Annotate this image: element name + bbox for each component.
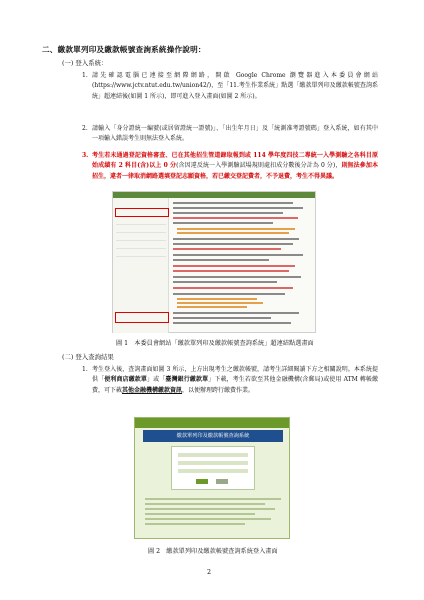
warning-text: 考生若未通過登記資格審查、已在其他招生管道錄取報到或 114 學年度四技二專統一入學測驗之各科目原始成績有 2 科目(含)以上 0 分: [92, 152, 378, 170]
login-top-bar: [135, 418, 289, 428]
sidebar-item: [116, 242, 166, 249]
convenience-store-slip: 便利商店繳款單: [104, 376, 148, 384]
sidebar-item: [116, 250, 166, 257]
section-heading: 二、繳款單列印及繳款帳號查詢系統操作說明：: [42, 45, 206, 54]
bank-of-taiwan-slip: 臺灣銀行繳款單: [165, 376, 209, 384]
list-item-1: [82, 71, 378, 102]
item-text: 考生登入後，查詢畫面如圖 3 所示，上方出現考生之繳款帳號，請考生詳細閱讀下方之相關說明。本系統提供「便利商店繳款單」或「臺灣銀行繳款單」下載，考生若欲至其他金融機構(含郵局)或使用 ATM 轉帳繳費，可下載其他金融機構繳款資訊，以便辦理跨行繳費作業。: [92, 366, 378, 394]
sidebar-item: [116, 226, 166, 233]
highlight-box-menu: [115, 208, 169, 217]
highlight-box-link: [115, 312, 169, 323]
page-number: 2: [207, 568, 212, 576]
sidebar-item: [116, 234, 166, 241]
item-text: 請輸入「身分證統一編號(或居留證統一證號)」、「出生年月日」及「統測准考證號碼」登入系統，如有其中一項輸入錯誤考生則無法登入系統。: [92, 125, 378, 143]
item-number: 1.: [82, 366, 88, 373]
other-bank-info: 其他金融機構繳款資訊: [122, 386, 183, 394]
item-number: 2.: [82, 125, 88, 132]
login-panel: [171, 446, 255, 490]
item-number: 3.: [82, 152, 89, 159]
login-banner: 繳款單列印及繳款帳號查詢系統: [143, 430, 283, 442]
list-item-3: [82, 151, 378, 182]
sidebar-item: [116, 218, 166, 225]
warning-text-2: 則無法參加本招生，違者一律取消網路選填登記志願資格，若已繳交登記費者，不予退費，考生不得異議。: [92, 162, 378, 180]
reset-button: [216, 479, 228, 484]
subsection-results: (二) 登入查詢結果: [62, 353, 114, 361]
subsection-login: (一) 登入系統：: [62, 59, 108, 67]
item-text: 請先確認電腦已連接至網際網路，開啟 Google Chrome 瀏覽器進入本委員會網站(https://www.jctv.ntut.edu.tw/union42/)，至「11.考生作業系統」點選「繳款單列印及繳款帳號查詢系統」超連結後(如圖 1 所示)，即可進入登入畫面(如圖 2 所示)。: [92, 72, 378, 100]
list-item-2: [82, 124, 378, 145]
login-button: [196, 479, 208, 484]
item-text: [92, 151, 378, 182]
figure-1-website-screenshot: [112, 191, 316, 333]
note-text: (含因違反統一入學測驗試場規則處扣成分數後分計為 0 分)，: [176, 162, 342, 170]
list-item-results-1: [82, 365, 378, 396]
item-number: 1.: [82, 72, 88, 79]
figure-2-login-screenshot: [134, 417, 290, 539]
figure-1-caption: 圖 1 本委員會網站「繳款單列印及繳款帳號查詢系統」超連結點選畫面: [116, 340, 314, 347]
figure-2-caption: 圖 2 繳款單列印及繳款帳號查詢系統登入畫面: [148, 548, 278, 555]
